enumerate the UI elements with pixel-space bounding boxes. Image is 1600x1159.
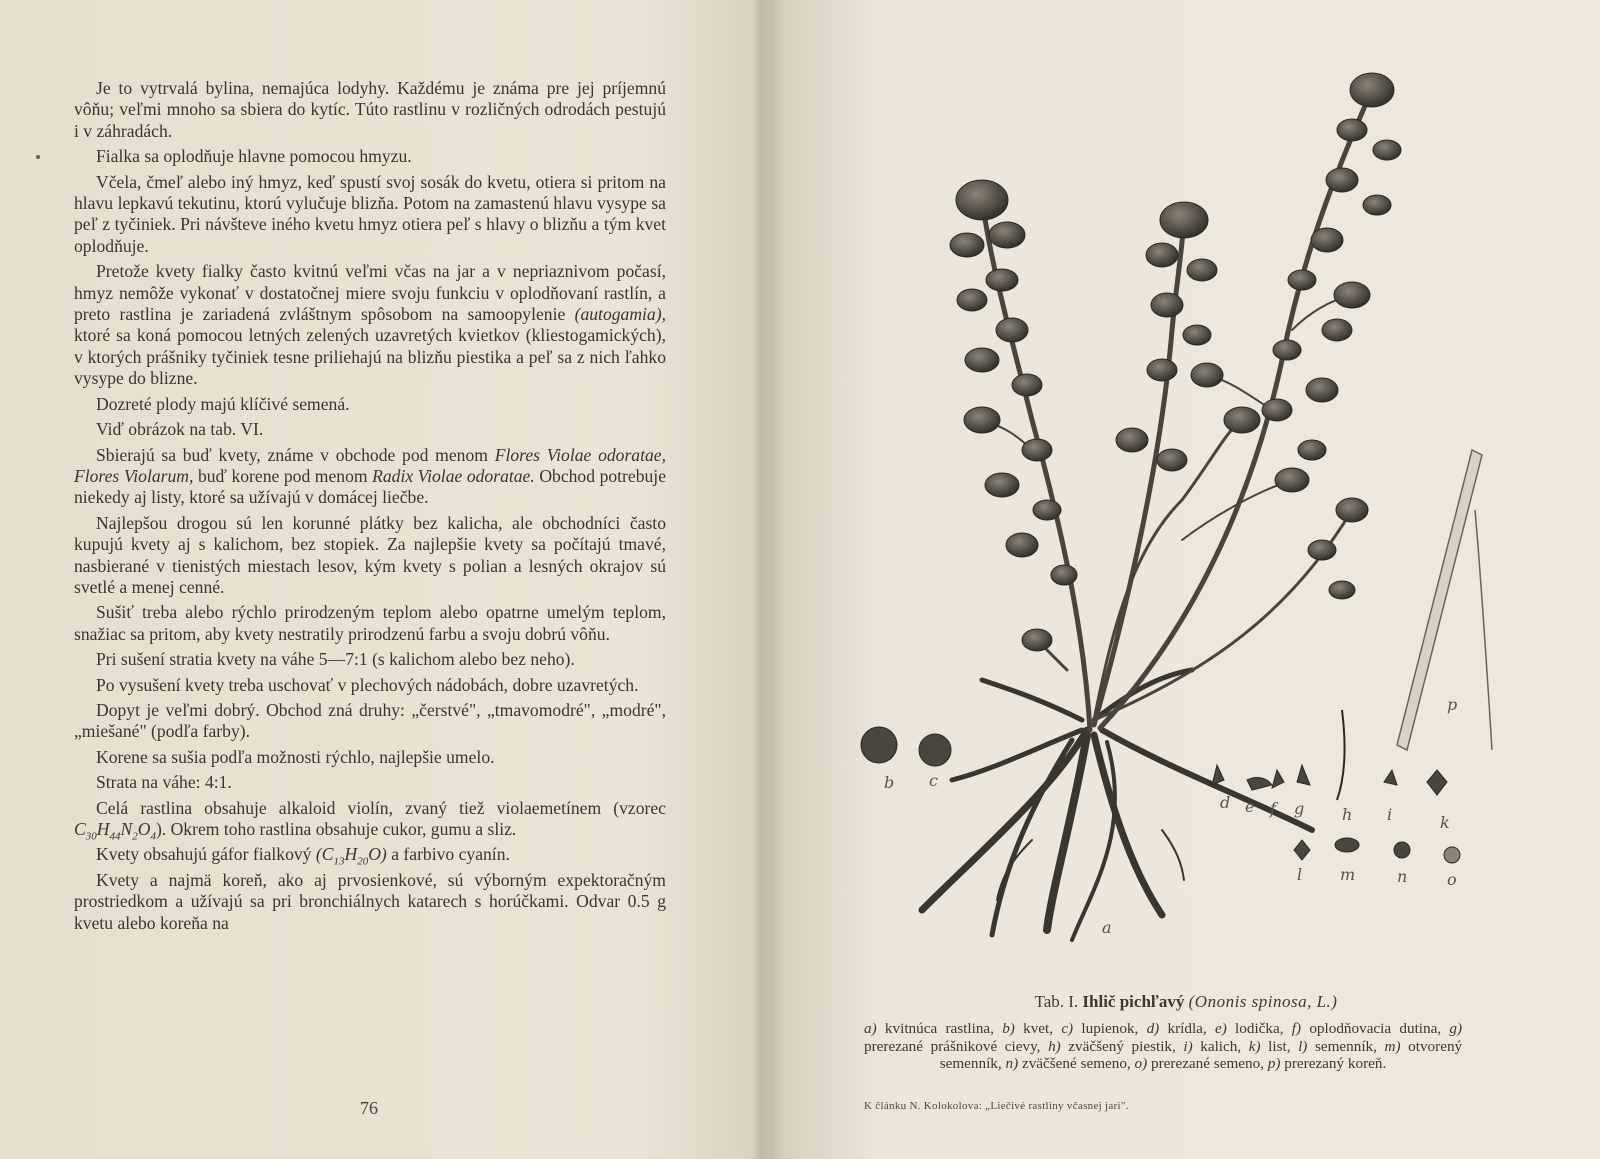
legend-key: k) bbox=[1248, 1037, 1261, 1055]
formula-subscript: 44 bbox=[109, 830, 121, 843]
formula-subscript: 13 bbox=[333, 855, 345, 868]
legend-key: b) bbox=[1002, 1020, 1015, 1037]
label-h: h bbox=[1342, 805, 1353, 824]
paragraph: Dopyt je veľmi dobrý. Obchod zná druhy: „čerstvé", „tmavomodré", „modré", „miešané" (podľa farby). bbox=[74, 699, 666, 742]
legend-text: kvitnúca rastlina, bbox=[884, 1020, 994, 1037]
formula-subscript: 20 bbox=[357, 855, 369, 868]
label-b: b bbox=[884, 773, 895, 792]
figure-legend bbox=[864, 1020, 1462, 1073]
page-number: 76 bbox=[360, 1098, 378, 1118]
text-run: ). Okrem toho rastlina obsahuje cukor, gumu a sliz. bbox=[155, 819, 517, 839]
formula-part: O bbox=[137, 819, 151, 839]
legend-text: lupienok, bbox=[1081, 1020, 1139, 1037]
paragraph: Je to vytrvalá bylina, nemajúca lodyhy. Každému je známa pre jej príjemnú vôňu; veľmi mnoho sa sbiera do kytíc. Túto rastlinu v rozličných odrodách pestujú i v záhradách. bbox=[74, 78, 666, 141]
body-text bbox=[74, 78, 666, 938]
text-run: Sbierajú sa buď kvety, známe v obchode pod menom bbox=[96, 444, 488, 465]
paragraph: Včela, čmeľ alebo iný hmyz, keď spustí svoj sosák do kvetu, otiera si pritom na hlavu lepkavú tekutinu, ktorú vylučuje blizňa. Potom na zamastenú hlavu vysype sa peľ z tyčiniek. Pri návšteve iného kvetu hmyz otiera peľ s hlavy o blizňu a tým kvet oplodňuje. bbox=[74, 171, 666, 256]
legend-key: d) bbox=[1146, 1020, 1160, 1037]
text-run: Celá rastlina obsahuje alkaloid violín, zvaný tiež violaemetínem (vzorec bbox=[96, 797, 666, 818]
legend-key: c) bbox=[1061, 1020, 1074, 1037]
label-d: d bbox=[1220, 793, 1231, 812]
legend-key: h) bbox=[1048, 1037, 1061, 1055]
latin-term: (autogamia), bbox=[574, 304, 666, 325]
formula-subscript: 4 bbox=[150, 830, 156, 843]
formula-part: (C bbox=[315, 844, 334, 865]
margin-mark bbox=[36, 155, 40, 159]
legend-text: otvorený semenník, bbox=[939, 1037, 1463, 1073]
legend-key: l) bbox=[1298, 1037, 1308, 1055]
legend-text: kvet, bbox=[1023, 1020, 1054, 1037]
left-page bbox=[0, 0, 766, 1159]
text-run: a farbivo cyanín. bbox=[391, 844, 510, 865]
paragraph: Korene sa sušia podľa možnosti rýchlo, najlepšie umelo. bbox=[96, 746, 495, 767]
formula-subscript: 30 bbox=[85, 830, 97, 843]
paragraph: Po vysušení kvety treba uschovať v plechových nádobách, dobre uzavretých. bbox=[96, 674, 639, 695]
detail-figures bbox=[861, 710, 1460, 863]
figure-letter-labels bbox=[884, 695, 1457, 937]
legend-key: f) bbox=[1291, 1020, 1302, 1037]
paragraph: Najlepšou drogou sú len korunné plátky bez kalicha, ale obchodníci často kupujú kvety aj s kalichom, bez stopiek. Za najlepšie kvety sa počítajú tmavé, nasbierané v tienistých miestach lesov, kým kvety s polian a lesných okrajov sú svetlé a menej cenné. bbox=[74, 512, 666, 597]
latin-term: Radix Violae odoratae. bbox=[372, 465, 535, 486]
formula-part: H bbox=[96, 819, 110, 839]
cut-root-p bbox=[1397, 450, 1492, 750]
paragraph bbox=[74, 445, 666, 509]
paragraph: Pri sušení stratia kvety na váhe 5—7:1 (s kalichom alebo bez neho). bbox=[96, 649, 575, 670]
legend-text: zväčšené semeno, bbox=[1021, 1055, 1131, 1073]
formula-part: H bbox=[344, 844, 358, 865]
text-run: Pretože kvety fialky často kvitnú veľmi včas na jar a v nepriaznivom počasí, hmyz nemôže vykonať v dostatočnej miere svoju funkciu v oplodňovaní rastlín, a preto rastlina je zariadená zvláštnym spôsobom na samoopylenie bbox=[74, 261, 666, 325]
label-m: m bbox=[1340, 865, 1356, 884]
figure-caption bbox=[772, 992, 1600, 1012]
legend-text: prerezaný koreň. bbox=[1284, 1055, 1387, 1073]
paragraph: Fialka sa oplodňuje hlavne pomocou hmyzu. bbox=[96, 146, 412, 167]
formula-part: C bbox=[74, 819, 86, 839]
label-e: e bbox=[1245, 797, 1255, 816]
text-run: Obchod potrebuje niekedy aj listy, ktoré sa užívajú v domácej liečbe. bbox=[74, 465, 667, 508]
legend-text: prerezané semeno, bbox=[1151, 1055, 1264, 1073]
legend-key: g) bbox=[1449, 1020, 1463, 1037]
label-o: o bbox=[1447, 870, 1457, 889]
paragraph: Dozreté plody majú klíčivé semená. bbox=[96, 393, 350, 414]
paragraph bbox=[74, 261, 666, 389]
caption-plant-name: Ihlič pichľavý bbox=[1082, 992, 1185, 1011]
legend-key: n) bbox=[1005, 1055, 1019, 1073]
paragraph: Viď obrázok na tab. VI. bbox=[96, 419, 264, 440]
legend-key: p) bbox=[1267, 1055, 1281, 1073]
legend-text: kalich, bbox=[1200, 1037, 1242, 1055]
ononis-drawing bbox=[832, 30, 1552, 970]
label-k: k bbox=[1440, 813, 1450, 832]
text-run: buď korene pod menom bbox=[197, 465, 368, 486]
paragraph: Sušiť treba alebo rýchlo prirodzeným teplom alebo opatrne umelým teplom, snažiac sa pritom, aby kvety nestratily prirodzenú farbu a svoju dobrú vôňu. bbox=[74, 602, 666, 644]
formula-part: O) bbox=[368, 844, 387, 865]
legend-text: zväčšený piestik, bbox=[1068, 1037, 1176, 1055]
legend-key: e) bbox=[1214, 1020, 1227, 1037]
right-page bbox=[772, 0, 1600, 1159]
legend-key: i) bbox=[1183, 1037, 1193, 1055]
legend-text: prerezané prášnikové cievy, bbox=[864, 1037, 1041, 1055]
caption-latin-name: (Ononis spinosa, L.) bbox=[1188, 992, 1338, 1011]
book-gutter bbox=[752, 0, 774, 1159]
formula-part: N bbox=[120, 819, 133, 839]
legend-text: krídla, bbox=[1167, 1020, 1207, 1037]
paragraph: Strata na váhe: 4:1. bbox=[96, 772, 232, 793]
legend-text: list, bbox=[1268, 1037, 1291, 1055]
caption-prefix: Tab. I. bbox=[1034, 992, 1079, 1011]
plant-illustration bbox=[832, 30, 1552, 970]
legend-key: a) bbox=[864, 1020, 877, 1037]
paragraph bbox=[74, 844, 666, 868]
legend-text: semenník, bbox=[1314, 1037, 1377, 1055]
plate-footnote: K článku N. Kolokolova: „Liečivé rastliny včasnej jari". bbox=[864, 1100, 1129, 1112]
legend-key: o) bbox=[1134, 1055, 1148, 1073]
label-a: a bbox=[1102, 918, 1112, 937]
label-p: p bbox=[1447, 695, 1458, 714]
text-run: ktoré sa koná pomocou letných zelených uzavretých kvietkov (kliestogamických), v ktorých prášniky tyčiniek tesne priliehajú na blizňu piestika a peľ sa z nich ľahko vysype do blizne. bbox=[74, 325, 666, 389]
label-l: l bbox=[1297, 865, 1303, 884]
formula-subscript: 2 bbox=[132, 830, 138, 843]
chemical-formula bbox=[315, 844, 387, 868]
label-i: i bbox=[1387, 805, 1393, 824]
paragraph: Kvety a najmä koreň, ako aj prvosienkové, sú výborným expektoračným prostriedkom a užívajú sa pri bronchiálnych katarech s horúčkami. Odvar 0.5 g kvetu alebo koreňa na bbox=[74, 869, 666, 933]
label-f: f bbox=[1270, 799, 1276, 818]
label-c: c bbox=[929, 771, 938, 790]
latin-term: Flores Violae odoratae, Flores Violarum, bbox=[74, 444, 667, 486]
label-n: n bbox=[1397, 867, 1408, 886]
paragraph bbox=[74, 798, 666, 841]
legend-key: m) bbox=[1384, 1037, 1401, 1055]
legend-text: oplodňovacia dutina, bbox=[1309, 1020, 1442, 1037]
label-g: g bbox=[1294, 799, 1305, 818]
text-run: Kvety obsahujú gáfor fialkový bbox=[96, 844, 312, 865]
chemical-formula bbox=[74, 819, 156, 843]
legend-text: lodička, bbox=[1235, 1020, 1284, 1037]
